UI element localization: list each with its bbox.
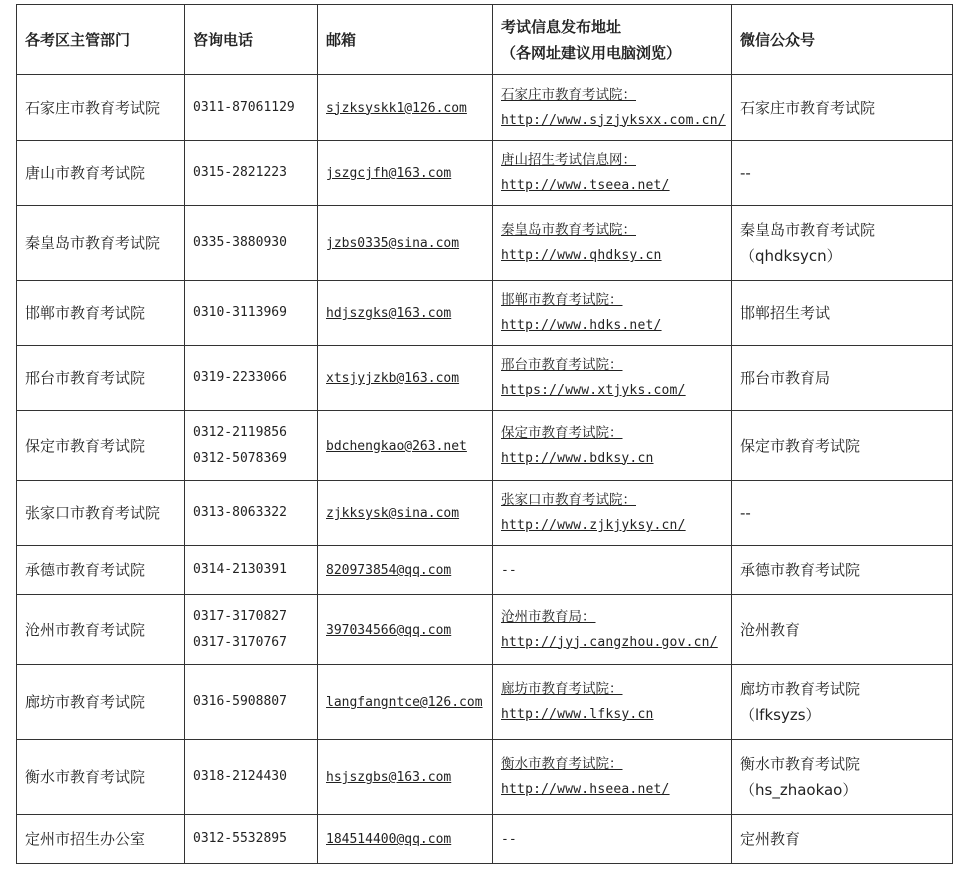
site-url-link[interactable]: https://www.xtjyks.com/	[501, 383, 686, 398]
site-name-link[interactable]: 衡水市教育考试院：	[501, 756, 623, 772]
site-url-link[interactable]: http://www.tseea.net/	[501, 178, 670, 193]
dept-cell: 石家庄市教育考试院	[17, 75, 185, 141]
table-row	[17, 546, 953, 595]
site-url-link[interactable]: http://www.qhdksy.cn	[501, 248, 662, 263]
wechat-cell	[732, 206, 953, 281]
email-link[interactable]: 820973854@qq.com	[326, 563, 452, 578]
wechat-name: 保定市教育考试院	[740, 436, 861, 455]
phone-cell	[185, 665, 318, 740]
email-link[interactable]: jzbs0335@sina.com	[326, 236, 460, 251]
email-cell	[318, 75, 493, 141]
header-wechat: 微信公众号	[732, 5, 953, 75]
table-header-row	[17, 5, 953, 75]
site-name-link[interactable]: 石家庄市教育考试院：	[501, 86, 636, 103]
table-row	[17, 815, 953, 864]
wechat-name: 邢台市教育局	[740, 369, 831, 387]
table-row	[17, 481, 953, 546]
email-cell	[318, 141, 493, 206]
site-url-link[interactable]: http://www.zjkjyksy.cn/	[501, 518, 686, 533]
site-name-link[interactable]: 秦皇岛市教育考试院：	[501, 222, 636, 238]
wechat-cell	[732, 481, 953, 546]
table-row	[17, 206, 953, 281]
wechat-name: --	[740, 164, 751, 182]
phone-primary: 0312-5532895	[193, 831, 287, 846]
phone-secondary: 0312-5078369	[193, 450, 287, 466]
phone-cell	[185, 411, 318, 481]
header-dept: 各考区主管部门	[17, 5, 185, 75]
header-site-line2: （各网址建议用电脑浏览）	[501, 43, 682, 62]
site-name-link[interactable]: 唐山招生考试信息网：	[501, 152, 636, 168]
email-cell	[318, 206, 493, 281]
site-url-link[interactable]: http://www.hseea.net/	[501, 782, 670, 797]
wechat-id: （lfksyzs）	[740, 706, 821, 724]
wechat-cell	[732, 815, 953, 864]
email-link[interactable]: zjkksysk@sina.com	[326, 506, 460, 521]
phone-cell	[185, 815, 318, 864]
wechat-cell	[732, 141, 953, 206]
site-url-link[interactable]: http://jyj.cangzhou.gov.cn/	[501, 634, 718, 650]
site-url-link[interactable]: http://www.hdks.net/	[501, 318, 662, 333]
site-cell	[493, 481, 732, 546]
wechat-name: 沧州教育	[740, 620, 801, 639]
dept-cell: 邯郸市教育考试院	[17, 281, 185, 346]
phone-primary: 0310-3113969	[193, 305, 287, 320]
phone-primary: 0317-3170827	[193, 608, 287, 624]
phone-primary: 0315-2821223	[193, 165, 287, 180]
phone-cell	[185, 346, 318, 411]
site-cell	[493, 141, 732, 206]
site-name-link[interactable]: 邯郸市教育考试院：	[501, 292, 623, 308]
site-cell	[493, 815, 732, 864]
table-row	[17, 75, 953, 141]
table-row	[17, 346, 953, 411]
email-cell	[318, 281, 493, 346]
phone-cell	[185, 281, 318, 346]
dept-cell: 承德市教育考试院	[17, 546, 185, 595]
wechat-cell	[732, 595, 953, 665]
exam-office-contact-table	[16, 4, 953, 864]
site-cell	[493, 595, 732, 665]
wechat-name: 衡水市教育考试院	[740, 755, 861, 773]
dept-cell: 衡水市教育考试院	[17, 740, 185, 815]
dept-cell: 秦皇岛市教育考试院	[17, 206, 185, 281]
site-none: --	[501, 832, 517, 847]
wechat-cell	[732, 281, 953, 346]
email-cell	[318, 546, 493, 595]
email-link[interactable]: hsjszgbs@163.com	[326, 770, 452, 785]
wechat-name: 廊坊市教育考试院	[740, 680, 861, 698]
site-cell	[493, 346, 732, 411]
phone-primary: 0335-3880930	[193, 235, 287, 250]
email-link[interactable]: bdchengkao@263.net	[326, 438, 467, 454]
wechat-name: 秦皇岛市教育考试院	[740, 221, 876, 239]
phone-cell	[185, 75, 318, 141]
wechat-name: 定州教育	[740, 830, 801, 848]
site-url-link[interactable]: http://www.lfksy.cn	[501, 707, 654, 722]
email-link[interactable]: xtsjyjzkb@163.com	[326, 371, 460, 386]
phone-primary: 0313-8063322	[193, 505, 287, 520]
phone-primary: 0312-2119856	[193, 424, 287, 440]
phone-cell	[185, 546, 318, 595]
site-name-link[interactable]: 廊坊市教育考试院：	[501, 681, 623, 697]
phone-cell	[185, 595, 318, 665]
email-link[interactable]: hdjszgks@163.com	[326, 306, 452, 321]
dept-cell: 唐山市教育考试院	[17, 141, 185, 206]
header-phone: 咨询电话	[185, 5, 318, 75]
site-name-link[interactable]: 邢台市教育考试院：	[501, 357, 623, 373]
header-email: 邮箱	[318, 5, 493, 75]
wechat-id: （hs_zhaokao）	[740, 781, 858, 799]
email-cell	[318, 815, 493, 864]
header-site-line1: 考试信息发布地址	[501, 17, 622, 36]
site-cell	[493, 75, 732, 141]
wechat-cell	[732, 665, 953, 740]
site-cell	[493, 665, 732, 740]
site-name-link[interactable]: 沧州市教育局：	[501, 608, 596, 625]
phone-primary: 0318-2124430	[193, 769, 287, 784]
site-name-link[interactable]: 张家口市教育考试院：	[501, 492, 636, 508]
wechat-cell	[732, 346, 953, 411]
dept-cell: 保定市教育考试院	[17, 411, 185, 481]
email-cell	[318, 595, 493, 665]
email-link[interactable]: 397034566@qq.com	[326, 622, 452, 638]
wechat-name: --	[740, 504, 751, 522]
wechat-name: 承德市教育考试院	[740, 561, 861, 579]
email-link[interactable]: jszgcjfh@163.com	[326, 166, 452, 181]
table-row	[17, 595, 953, 665]
phone-cell	[185, 740, 318, 815]
table-row	[17, 665, 953, 740]
site-cell	[493, 411, 732, 481]
phone-secondary: 0317-3170767	[193, 634, 287, 650]
phone-primary: 0311-87061129	[193, 99, 295, 115]
table-row	[17, 141, 953, 206]
wechat-cell	[732, 740, 953, 815]
email-cell	[318, 411, 493, 481]
email-cell	[318, 346, 493, 411]
site-none: --	[501, 563, 517, 578]
table-row	[17, 411, 953, 481]
email-link[interactable]: langfangntce@126.com	[326, 695, 483, 710]
dept-cell: 张家口市教育考试院	[17, 481, 185, 546]
phone-cell	[185, 141, 318, 206]
site-cell	[493, 206, 732, 281]
table-row	[17, 281, 953, 346]
wechat-name: 石家庄市教育考试院	[740, 98, 876, 117]
phone-primary: 0314-2130391	[193, 562, 287, 577]
email-cell	[318, 481, 493, 546]
phone-primary: 0316-5908807	[193, 694, 287, 709]
dept-cell: 定州市招生办公室	[17, 815, 185, 864]
site-url-link[interactable]: http://www.bdksy.cn	[501, 450, 654, 466]
wechat-id: （qhdksycn）	[740, 247, 842, 265]
table-row	[17, 740, 953, 815]
email-link[interactable]: sjzksyskk1@126.com	[326, 100, 467, 116]
wechat-cell	[732, 411, 953, 481]
wechat-cell	[732, 75, 953, 141]
email-link[interactable]: 184514400@qq.com	[326, 832, 452, 847]
dept-cell: 邢台市教育考试院	[17, 346, 185, 411]
site-cell	[493, 546, 732, 595]
phone-cell	[185, 481, 318, 546]
dept-cell: 廊坊市教育考试院	[17, 665, 185, 740]
site-cell	[493, 740, 732, 815]
email-cell	[318, 740, 493, 815]
dept-cell: 沧州市教育考试院	[17, 595, 185, 665]
site-name-link[interactable]: 保定市教育考试院：	[501, 424, 623, 441]
site-url-link[interactable]: http://www.sjzjyksxx.com.cn/	[501, 112, 726, 128]
header-site	[493, 5, 732, 75]
wechat-cell	[732, 546, 953, 595]
wechat-name: 邯郸招生考试	[740, 304, 831, 322]
phone-primary: 0319-2233066	[193, 370, 287, 385]
site-cell	[493, 281, 732, 346]
email-cell	[318, 665, 493, 740]
phone-cell	[185, 206, 318, 281]
